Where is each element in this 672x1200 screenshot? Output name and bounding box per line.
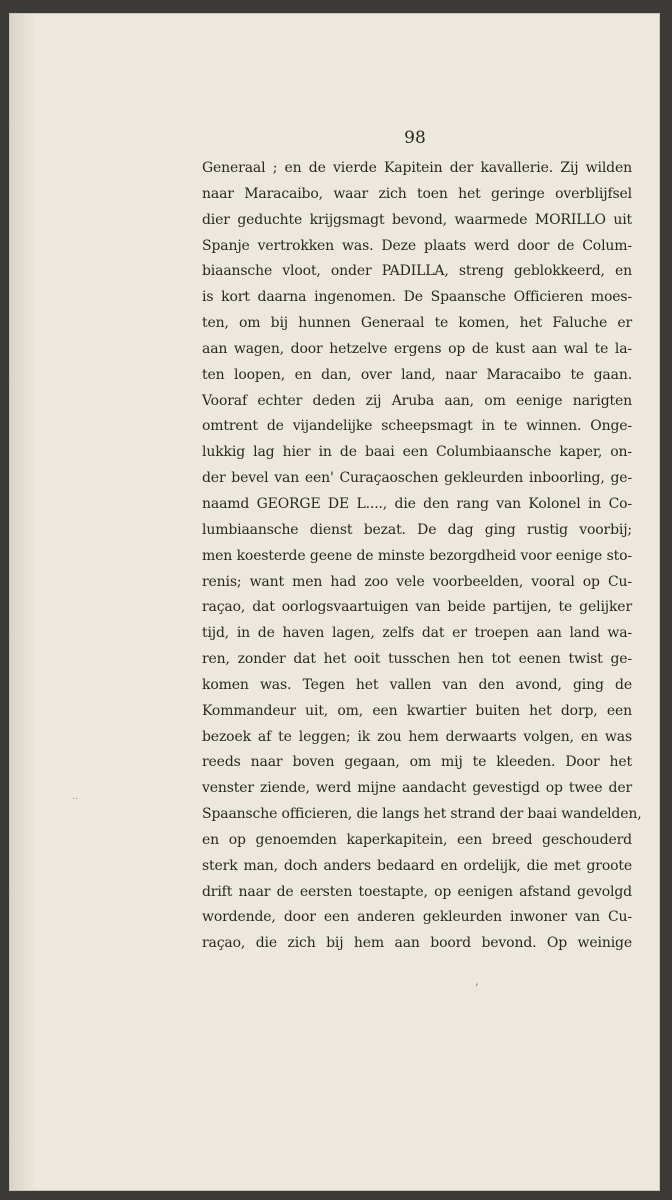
text-line: aan wagen, door hetzelve ergens op de kust aan wal te la- bbox=[202, 340, 632, 357]
text-line: raçao, dat oorlogsvaartuigen van beide partijen, te gelijker bbox=[202, 599, 632, 616]
text-line: sterk man, doch anders bedaard en ordelijk, die met groote bbox=[202, 857, 632, 874]
text-line: komen was. Tegen het vallen van den avond, ging de bbox=[202, 676, 632, 693]
text-line: Spanje vertrokken was. Deze plaats werd door de Colum- bbox=[202, 237, 632, 254]
text-line: ten, om bij hunnen Generaal te komen, het Faluche er bbox=[202, 315, 632, 332]
page-gutter-shadow bbox=[10, 14, 36, 1190]
margin-mark: ·· bbox=[72, 794, 79, 805]
text-line: raçao, die zich bij hem aan boord bevond. Op weinige bbox=[202, 935, 632, 952]
text-line: naar Maracaibo, waar zich toen het geringe overblijfsel bbox=[202, 185, 632, 202]
text-line: Kommandeur uit, om, een kwartier buiten het dorp, een bbox=[202, 702, 632, 719]
text-line: der bevel van een' Curaçaoschen gekleurden inboorling, ge- bbox=[202, 470, 632, 487]
text-line: men koesterde geene de minste bezorgdheid voor eenige sto- bbox=[202, 547, 632, 564]
text-line: reeds naar boven gegaan, om mij te kleeden. Door het bbox=[202, 754, 632, 771]
text-line: renis; want men had zoo vele voorbeelden, vooral op Cu- bbox=[202, 573, 632, 590]
text-line: dier geduchte krijgsmagt bevond, waarmede MORILLO uit bbox=[202, 211, 632, 228]
text-line: biaansche vloot, onder PADILLA, streng geblokkeerd, en bbox=[202, 263, 632, 280]
text-line: venster ziende, werd mijne aandacht gevestigd op twee der bbox=[202, 780, 632, 797]
text-line: lukkig lag hier in de baai een Columbiaansche kaper, on- bbox=[202, 444, 632, 461]
text-line: naamd GEORGE DE L...., die den rang van Kolonel in Co- bbox=[202, 495, 632, 512]
page-number: 98 bbox=[404, 128, 426, 148]
text-line: ren, zonder dat het ooit tusschen hen tot eenen twist ge- bbox=[202, 651, 632, 668]
text-line: Vooraf echter deden zij Aruba aan, om eenige narigten bbox=[202, 392, 632, 409]
text-line: bezoek af te leggen; ik zou hem derwaarts volgen, en was bbox=[202, 728, 632, 745]
text-line: drift naar de eersten toestapte, op eenigen afstand gevolgd bbox=[202, 883, 632, 900]
text-line: en op genoemden kaperkapitein, een breed geschouderd bbox=[202, 831, 632, 848]
ink-speck: ‚ bbox=[475, 974, 479, 988]
text-line: Generaal ; en de vierde Kapitein der kavallerie. Zij wilden bbox=[202, 160, 632, 176]
text-line: is kort daarna ingenomen. De Spaansche Officieren moes- bbox=[202, 289, 632, 306]
text-line: lumbiaansche dienst bezat. De dag ging rustig voorbij; bbox=[202, 521, 632, 538]
text-line: Spaansche officieren, die langs het strand der baai wandelden, bbox=[202, 806, 642, 823]
book-page bbox=[10, 14, 659, 1190]
text-line: wordende, door een anderen gekleurden inwoner van Cu- bbox=[202, 909, 632, 926]
text-line: omtrent de vijandelijke scheepsmagt in te winnen. Onge- bbox=[202, 418, 632, 435]
text-line: tijd, in de haven lagen, zelfs dat er troepen aan land wa- bbox=[202, 625, 632, 642]
text-line: ten loopen, en dan, over land, naar Maracaibo te gaan. bbox=[202, 366, 632, 383]
body-text bbox=[202, 156, 642, 957]
